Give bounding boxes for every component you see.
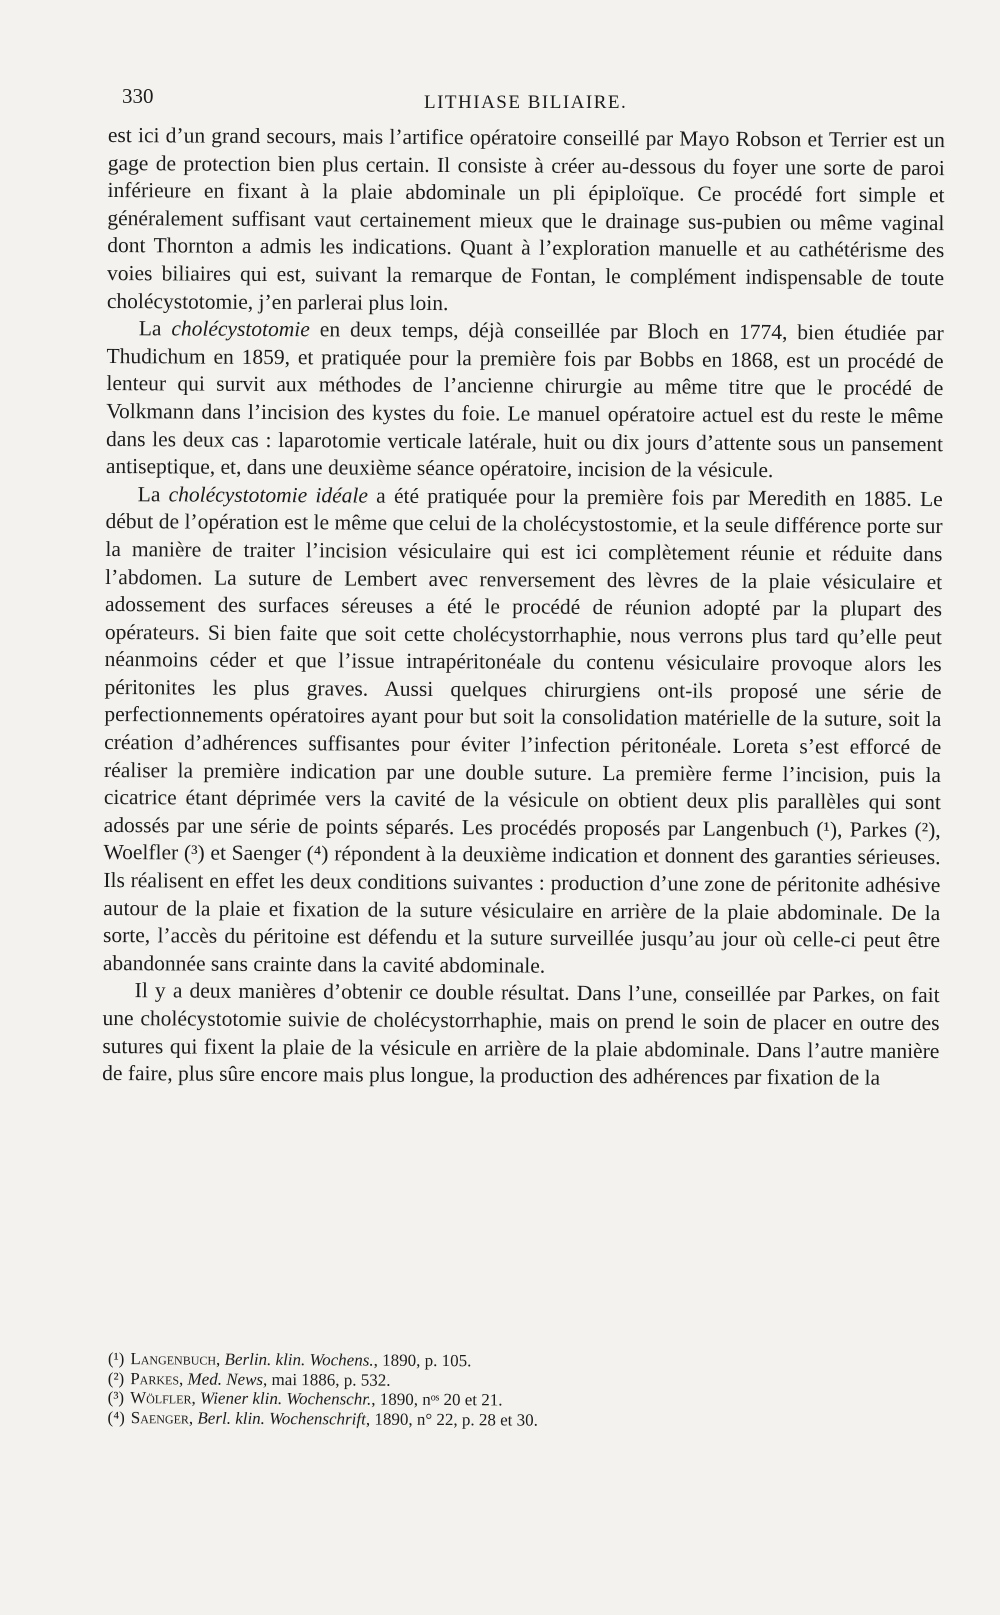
footnote-author: Langenbuch [130,1349,217,1369]
paragraph [102,977,940,1092]
paragraph [106,315,944,486]
footnote: (²) Parkes, Med. News, mai 1886, p. 532. [107,1368,391,1390]
paragraph-text: est ici d’un grand secours, mais l’artifice opératoire conseillé par Mayo Robson et Terrier est un gage de protection bien plus certain. Il consiste à créer au-dessous du foyer une sorte de paroi inférieure en fixant à la plaie abdominale un pli épiploïque. Ce procédé fort simple et généralement suffisant vaut certainement mieux que le drainage sus-pubien ou même vaginal dont Thornton a admis les indications. Quant à l’exploration manuelle et au cathétérisme des voies biliaires qui est, suivant la remarque de Fontan, le complément indispensable de toute cholécystotomie, j’en parlerai plus loin. [106,122,945,315]
body-text [102,122,945,1093]
footnote-author: Saenger [130,1407,190,1427]
footnote-details: , 1890, nᵒˢ 20 et 21. [371,1389,503,1410]
paragraph-text: a été pratiquée pour la première fois par Meredith en 1885. Le début de l’opération est le même que celui de la cholécystostomie, et la seule différence porte sur la manière de traiter l’incision vésiculaire qui est ici complètement réunie et réduite dans l’abdomen. La suture de Lembert avec renversement des lèvres de la plaie vésiculaire et adossement des surfaces séreuses a été le procédé de réunion adopté par la plupart des opérateurs. Si bien faite que soit cette cholécystorrhaphie, nous verrons plus tard qu’elle peut néanmoins céder et que l’issue intrapéritonéale du contenu vésiculaire provoque alors les péritonites les plus graves. Aussi quelques chirurgiens ont-ils proposé une série de perfectionnements opératoires ayant pour but soit la consolidation matérielle de la suture, soit la création d’adhérences suffisantes pour éviter l’infection péritonéale. Loreta s’est efforcé de réaliser la première indication par une double suture. La première ferme l’incision, puis la cicatrice étant déprimée vers la cavité de la vésicule on obtient deux plis parallèles qui sont adossés par une série de points séparés. Les procédés proposés par Langenbuch (¹), Parkes (²), Woelfler (³) et Saenger (⁴) répondent à la deuxième indication et donnent des garanties sérieuses. Ils réalisent en effet les deux conditions suivantes : production d’une zone de péritonite adhésive autour de la plaie et fixation de la suture vésiculaire en arrière de la plaie abdominale. De la sorte, l’accès du péritoine est défendu et la suture surveillée jusqu’au jour où celle-ci peut être abandonnée sans crainte dans la cavité abdominale. [102,483,943,978]
footnote-marker: (⁴) [107,1407,125,1427]
footnote: (⁴) Saenger, Berl. klin. Wochenschrift, 1890, n° 22, p. 28 et 30. [107,1407,538,1430]
italic-term: cholécystotomie idéale [168,482,369,508]
footnote-author: Wölfler [130,1388,192,1408]
running-title: LITHIASE BILIAIRE. [424,92,628,113]
footnote-journal: Wiener klin. Wochenschr. [199,1388,372,1409]
paragraph-text: Il y a deux manières d’obtenir ce double résultat. Dans l’une, conseillée par Parkes, on fait une cholécystotomie suivie de cholécystorrhaphie, mais on prend le soin de placer en outre des sutures qui fixent la plaie de la vésicule en arrière de la plaie abdominale. Dans l’autre manière de faire, plus sûre encore mais plus longue, la production des adhérences par fixation de la [102,978,940,1090]
paragraph-text: La [137,481,169,507]
footnote-details: , 1890, n° 22, p. 28 et 30. [365,1409,538,1430]
footnote-journal: Med. News [187,1368,264,1389]
paragraph [107,122,945,320]
footnotes [108,1349,828,1431]
footnote-journal: Berlin. klin. Wochens. [224,1349,374,1370]
footnote-author: Parkes [130,1368,180,1388]
footnote-details: , mai 1886, p. 532. [263,1369,391,1390]
page-header [122,84,942,114]
footnote-marker: (²) [107,1368,125,1388]
italic-term: cholécystotomie [171,316,310,342]
paragraph [103,481,943,983]
footnote-marker: (¹) [107,1349,125,1369]
paragraph-text: La [138,316,172,341]
footnote-journal: Berl. klin. Wochenschrift [197,1408,366,1429]
footnote-details: , 1890, p. 105. [373,1350,472,1371]
footnote: (¹) Langenbuch, Berlin. klin. Wochens., 1890, p. 105. [107,1349,472,1371]
paragraph-text: en deux temps, déjà conseillée par Bloch en 1774, bien étudiée par Thudichum en 1859, et pratiquée pour la première fois par Bobbs en 1868, est un procédé de lenteur qui survit aux méthodes de l’ancienne chirurgie au même titre que le procédé de Volkmann dans l’incision des kystes du foie. Le manuel opératoire actuel est du reste le même dans les deux cas : laparotomie verticale latérale, huit ou dix jours d’attente sous un pansement antiseptique, et, dans une deuxième séance opératoire, incision de la vésicule. [105,317,944,483]
page-number: 330 [122,84,154,108]
footnote: (³) Wölfler, Wiener klin. Wochenschr., 1890, nᵒˢ 20 et 21. [107,1387,503,1410]
footnote-marker: (³) [107,1387,125,1408]
